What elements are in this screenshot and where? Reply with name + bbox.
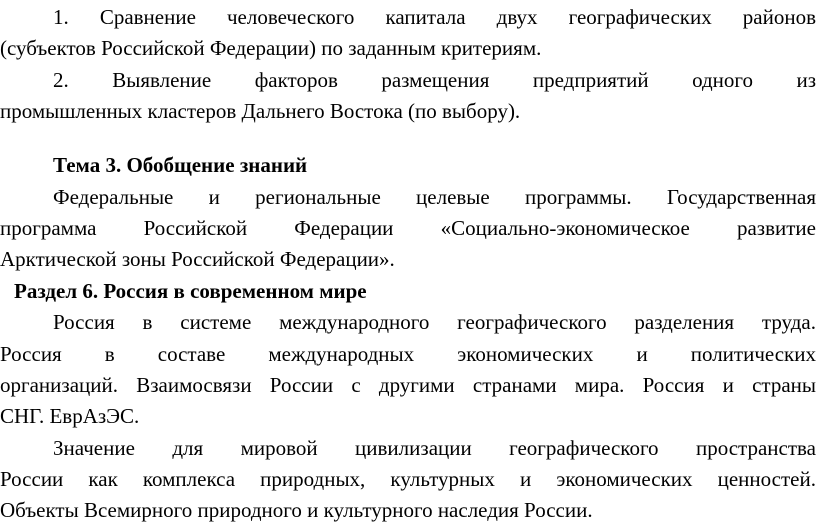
section-6-paragraph-line: Россия в системе международного географического разделения труда.: [53, 310, 816, 334]
list-item-1: 1. Сравнение человеческого капитала двух географических районов: [53, 5, 816, 29]
section-6-paragraph-line: СНГ. ЕврАзЭС.: [0, 404, 140, 428]
topic-3-heading: Тема 3. Обобщение знаний: [53, 153, 308, 177]
section-6-paragraph-line: Россия в составе международных экономических и политических: [0, 342, 816, 366]
list-item-2: 2. Выявление факторов размещения предприятий одного из: [53, 68, 816, 92]
section-6-paragraph-line: организаций. Взаимосвязи России с другими странами мира. Россия и страны: [0, 373, 816, 397]
topic-3-paragraph-line: программа Российской Федерации «Социально-экономическое развитие: [0, 216, 816, 240]
section-6-paragraph-line: России как комплекса природных, культурных и экономических ценностей.: [0, 467, 816, 491]
list-item-2-continuation: промышленных кластеров Дальнего Востока (по выбору).: [0, 99, 521, 123]
list-item-1-continuation: (субъектов Российской Федерации) по заданным критериям.: [0, 36, 542, 60]
topic-3-paragraph-line: Арктической зоны Российской Федерации».: [0, 247, 395, 271]
section-6-paragraph-line: Значение для мировой цивилизации географического пространства: [53, 436, 816, 460]
section-6-paragraph-line: Объекты Всемирного природного и культурного наследия России.: [0, 498, 593, 522]
section-6-heading: Раздел 6. Россия в современном мире: [14, 279, 367, 303]
topic-3-paragraph-line: Федеральные и региональные целевые программы. Государственная: [53, 185, 816, 209]
